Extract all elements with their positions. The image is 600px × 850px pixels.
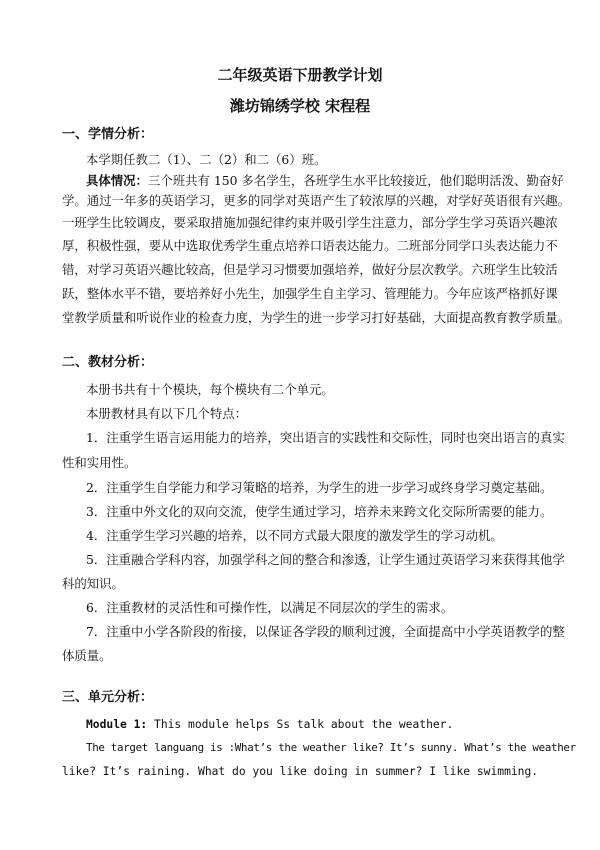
list-item-line: 5．注重融合学科内容，加强学科之间的整合和渗透，让学生通过英语学习来获得其他学 <box>86 552 565 567</box>
section-heading-unit-analysis: 三、单元分析： <box>62 690 154 705</box>
paragraph-line: 本学期任教二（1）、二（2）和二（6）班。 <box>86 152 327 167</box>
list-item-line: 科的知识。 <box>62 576 124 591</box>
module-line <box>86 716 548 733</box>
document-subtitle: 潍坊锦绣学校 宋程程 <box>229 97 371 115</box>
paragraph-line: 错，对学习英语兴趣比较高，但是学习习惯要加强培养，做好分层次教学。六班学生比较活 <box>62 262 558 277</box>
target-language-line: like? It’s raining. What do you like doing in summer? I like swimming. <box>62 765 539 778</box>
list-item-line: 2．注重学生自学能力和学习策略的培养，为学生的进一步学习或终身学习奠定基础。 <box>86 480 553 495</box>
detail-text: 三个班共有 150 多名学生，各班学生水平比较接近，他们聪明活泼、勤奋好 <box>147 173 564 188</box>
paragraph-line: 跃，整体水平不错，要培养好小先生，加强学生自主学习、管理能力。今年应该严格抓好课 <box>62 286 558 301</box>
document-title: 二年级英语下册教学计划 <box>217 66 383 84</box>
paragraph-line: 本册书共有十个模块，每个模块有二个单元。 <box>86 382 334 397</box>
section-heading-learning-analysis: 一、学情分析： <box>62 127 154 142</box>
paragraph-line: 学。通过一年多的英语学习，更多的同学对英语产生了较浓厚的兴趣，对学好英语很有兴趣。 <box>62 193 571 208</box>
paragraph-line: 厚，积极性强，要从中选取优秀学生重点培养口语表达能力。二班部分同学口头表达能力不 <box>62 238 558 253</box>
list-item-line: 6．注重教材的灵活性和可操作性，以满足不同层次的学生的需求。 <box>86 600 454 615</box>
module-label: Module 1: <box>86 718 148 731</box>
list-item-line: 1．注重学生语言运用能力的培养，突出语言的实践性和交际性，同时也突出语言的真实 <box>86 430 565 445</box>
module-text: This module helps Ss talk about the weather. <box>147 718 454 731</box>
section-heading-textbook-analysis: 二、教材分析： <box>62 355 154 370</box>
paragraph-line: 本册教材具有以下几个特点： <box>86 406 248 421</box>
detail-label: 具体情况： <box>86 173 148 188</box>
list-item-line: 7．注重中小学各阶段的衔接，以保证各学段的顺利过渡，全面提高中小学英语教学的整 <box>86 624 565 639</box>
list-item-line: 性和实用性。 <box>62 455 137 470</box>
list-item-line: 体质量。 <box>62 648 112 663</box>
list-item-line: 3．注重中外文化的双向交流，使学生通过学习，培养未来跨文化交际所需要的能力。 <box>86 504 553 519</box>
paragraph-line <box>86 173 564 189</box>
paragraph-line: 一班学生比较调皮，要采取措施加强纪律约束并吸引学生注意力，部分学生学习英语兴趣浓 <box>62 215 558 230</box>
target-language-line: The target languang is :What’s the weather like? It’s sunny. What’s the weather <box>86 741 576 754</box>
paragraph-line: 堂教学质量和听说作业的检查力度，为学生的进一步学习打好基础，大面提高教育教学质量。 <box>62 310 571 325</box>
list-item-line: 4．注重学生学习兴趣的培养，以不同方式最大限度的激发学生的学习动机。 <box>86 528 503 543</box>
